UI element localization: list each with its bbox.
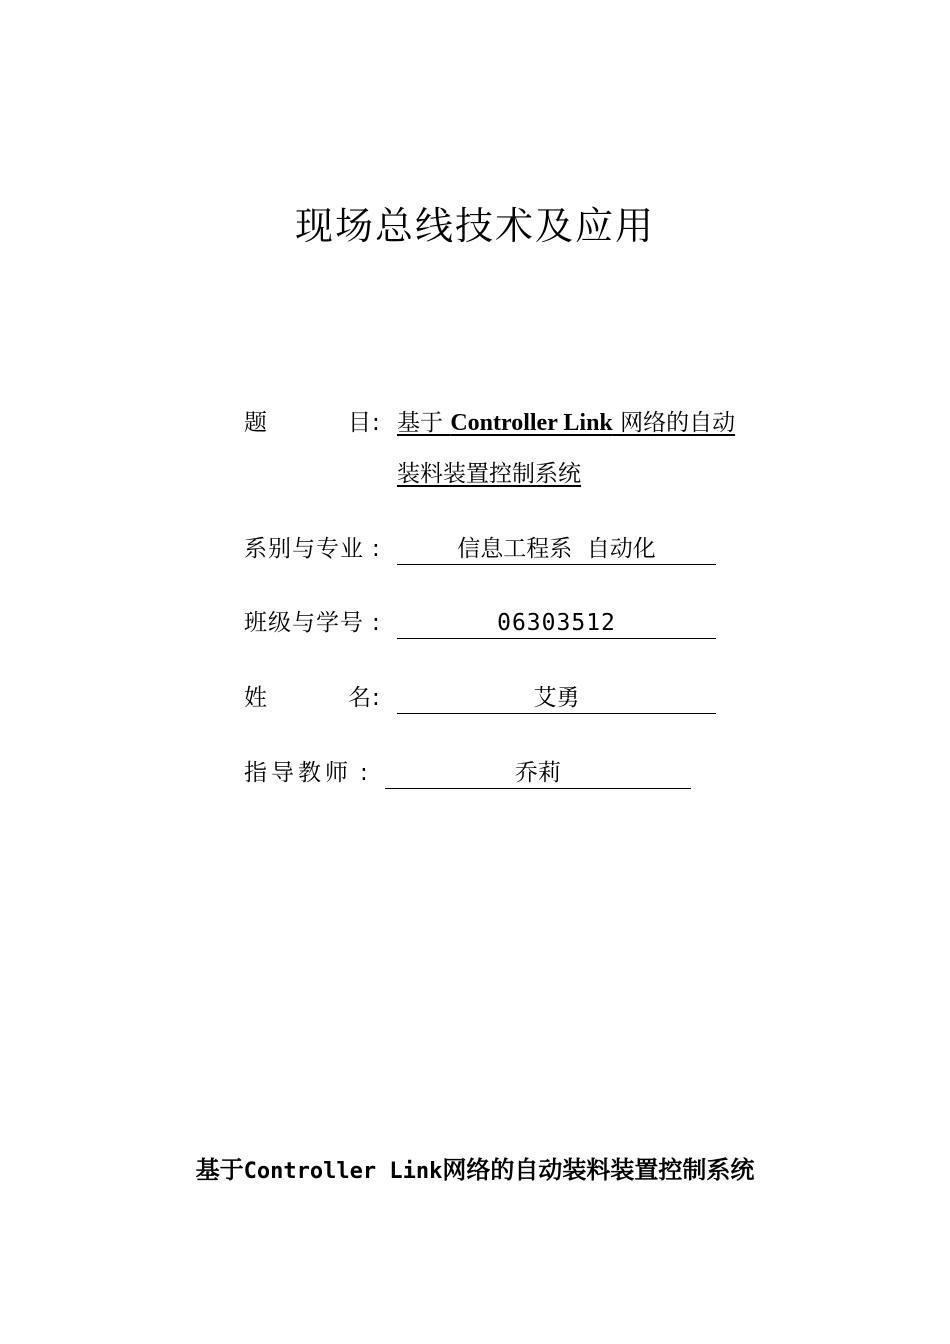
class-colon: : [372, 610, 380, 636]
bottom-title-prefix: 基于 [195, 1156, 244, 1184]
bottom-title-latin: Controller Link [243, 1159, 443, 1184]
department-colon: : [372, 536, 380, 562]
topic-prefix: 基于 [397, 410, 451, 436]
class-id-value: 06303512 [397, 608, 716, 639]
advisor-label: 指导教师 [244, 760, 352, 786]
name-label-right: 名 [348, 685, 371, 711]
department-label: 系别与专业 [244, 536, 364, 562]
advisor-value: 乔莉 [385, 758, 691, 789]
name-colon: : [372, 685, 380, 711]
topic-suffix: 网络的自动 [612, 410, 736, 436]
topic-colon: : [372, 410, 380, 436]
name-label-left: 姓 [244, 685, 267, 711]
page-title: 现场总线技术及应用 [294, 204, 655, 248]
topic-latin: Controller Link [450, 410, 613, 436]
name-value: 艾勇 [397, 683, 716, 714]
bottom-title-suffix: 网络的自动装料装置控制系统 [442, 1156, 755, 1184]
class-label: 班级与学号 [244, 610, 364, 636]
topic-value-line1 [397, 408, 735, 438]
topic-label-left: 题 [244, 410, 267, 436]
topic-label-right: 目 [348, 410, 371, 436]
department-value: 信息工程系 自动化 [397, 534, 716, 565]
bottom-title [0, 1152, 950, 1190]
topic-value-line2: 装料装置控制系统 [397, 461, 581, 487]
advisor-colon: : [360, 760, 368, 786]
